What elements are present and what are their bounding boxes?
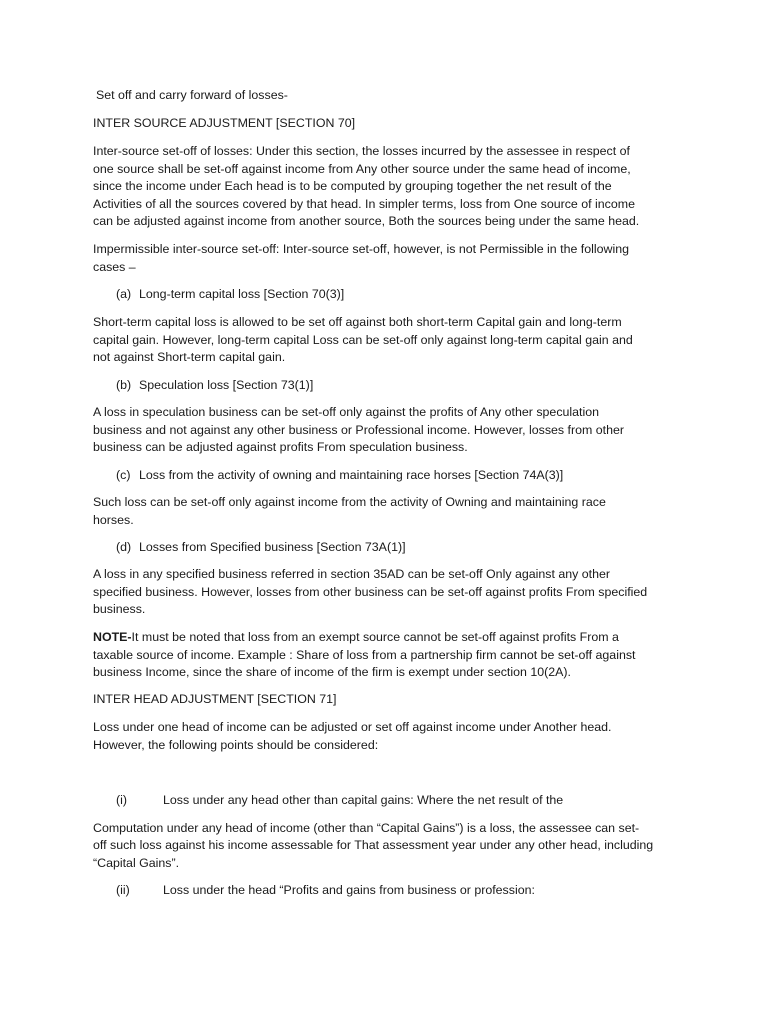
text-line: Activities of all the sources covered by that head. In simpler terms, loss from One source of income <box>93 197 635 211</box>
list-item-label: Loss from the activity of owning and maintaining race horses [Section 74A(3)] <box>139 468 564 482</box>
text-line: Impermissible inter-source set-off: Inter-source set-off, however, is not Permissible in the following <box>93 242 630 256</box>
text-line: off such loss against his income assessable for That assessment year under any other head, including <box>93 838 654 852</box>
list-marker: (b) <box>116 378 132 392</box>
text-line: cases – <box>93 260 136 274</box>
list-item-a <box>116 286 344 304</box>
text-line: Computation under any head of income (other than “Capital Gains”) is a loss, the assessee can set- <box>93 821 640 835</box>
note-label: NOTE- <box>93 630 132 644</box>
list-item-label: Long-term capital loss [Section 70(3)] <box>139 287 345 301</box>
section-heading-inter-head: INTER HEAD ADJUSTMENT [SECTION 71] <box>93 692 337 706</box>
text-line: Loss under one head of income can be adjusted or set off against income under Another head. <box>93 720 612 734</box>
list-item-i <box>116 792 563 810</box>
text-line: Inter-source set-off of losses: Under this section, the losses incurred by the assessee in respect of <box>93 144 630 158</box>
list-item-c <box>116 467 563 485</box>
text-line: Short-term capital loss is allowed to be set off against both short-term Capital gain and long-term <box>93 315 622 329</box>
list-item-d <box>116 539 406 557</box>
list-item-b <box>116 377 313 395</box>
text-line: since the income under Each head is to be computed by grouping together the net result of the <box>93 179 612 193</box>
list-marker: (ii) <box>116 883 130 897</box>
text-line: business can be adjusted against profits From speculation business. <box>93 440 468 454</box>
text-line: business. <box>93 602 146 616</box>
text-line: A loss in speculation business can be set-off only against the profits of Any other speculation <box>93 405 600 419</box>
text-line: “Capital Gains”. <box>93 856 180 870</box>
text-line: capital gain. However, long-term capital Loss can be set-off only against long-term capital gain and <box>93 333 633 347</box>
list-marker: (a) <box>116 287 132 301</box>
list-item-ii <box>116 882 535 900</box>
section-heading-inter-source: INTER SOURCE ADJUSTMENT [SECTION 70] <box>93 116 356 130</box>
note-text: It must be noted that loss from an exempt source cannot be set-off against profits From a <box>131 630 619 644</box>
text-line: one source shall be set-off against income from Any other source under the same head of income, <box>93 162 631 176</box>
list-item-label: Loss under the head “Profits and gains from business or profession: <box>163 883 535 897</box>
list-marker: (c) <box>116 468 131 482</box>
text-line: not against Short-term capital gain. <box>93 350 286 364</box>
text-line: can be adjusted against income from another source, Both the sources being under the same head. <box>93 214 640 228</box>
text-line: However, the following points should be considered: <box>93 738 379 752</box>
text-line: business and not against any other business or Professional income. However, losses from other <box>93 423 625 437</box>
text-line <box>93 629 619 647</box>
list-item-label: Loss under any head other than capital gains: Where the net result of the <box>163 793 564 807</box>
text-line: horses. <box>93 513 134 527</box>
text-line: specified business. However, losses from other business can be set-off against profits From specified <box>93 585 648 599</box>
text-line: Such loss can be set-off only against income from the activity of Owning and maintaining race <box>93 495 606 509</box>
list-marker: (i) <box>116 793 128 807</box>
text-line: taxable source of income. Example : Share of loss from a partnership firm cannot be set-off against <box>93 648 636 662</box>
text-line: business Income, since the share of income of the firm is exempt under section 10(2A). <box>93 665 571 679</box>
list-item-label: Speculation loss [Section 73(1)] <box>139 378 314 392</box>
text-line: A loss in any specified business referred in section 35AD can be set-off Only against any other <box>93 567 611 581</box>
document-title: Set off and carry forward of losses- <box>96 88 288 102</box>
list-item-label: Losses from Specified business [Section 73A(1)] <box>139 540 406 554</box>
list-marker: (d) <box>116 540 132 554</box>
